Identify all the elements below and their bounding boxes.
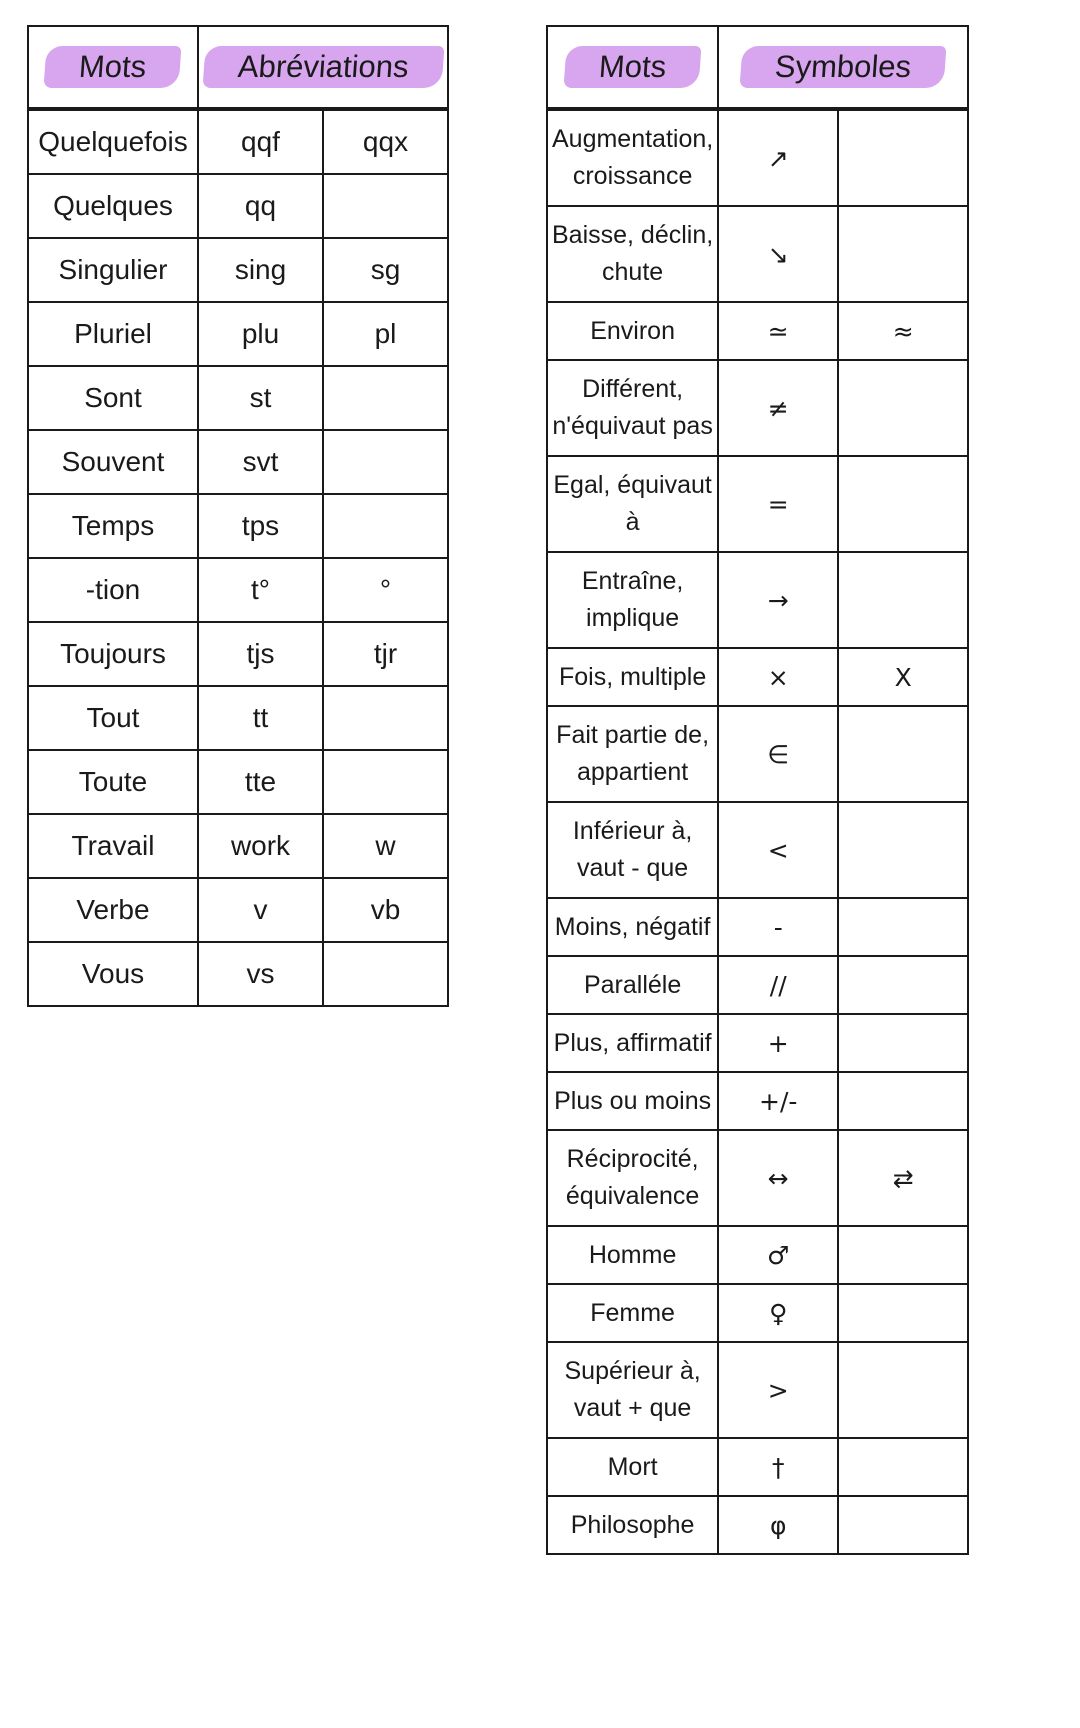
table-row [547,1130,968,1226]
symbol-cell [838,1072,968,1130]
word-cell: Mort [547,1438,718,1496]
symbol-cell: ↗ [718,109,838,206]
table-row [547,1226,968,1284]
table-row [28,109,448,174]
abbreviation-cell: tjs [198,622,323,686]
symbols-table [546,25,969,1555]
abbreviation-cell: tps [198,494,323,558]
symbol-cell: ↔ [718,1130,838,1226]
abbreviations-table [27,25,449,1007]
abbreviation-cell [323,174,448,238]
abbreviation-cell: svt [198,430,323,494]
word-cell: Homme [547,1226,718,1284]
word-cell: Différent, n'équivaut pas [547,360,718,456]
table-row [28,238,448,302]
abbreviation-cell: vb [323,878,448,942]
word-cell: Tout [28,686,198,750]
symbol-cell: X [838,648,968,706]
symbol-cell: ≃ [718,302,838,360]
word-cell: Plus ou moins [547,1072,718,1130]
symbols-header-row [547,26,968,109]
abbreviation-cell: v [198,878,323,942]
symbol-cell: // [718,956,838,1014]
word-cell: Fois, multiple [547,648,718,706]
symbol-cell: ♂ [718,1226,838,1284]
abbreviation-cell: tjr [323,622,448,686]
word-cell: -tion [28,558,198,622]
symbol-cell: + [718,1014,838,1072]
abbreviation-cell: qq [198,174,323,238]
table-row [547,1072,968,1130]
table-row [28,174,448,238]
symbol-cell [838,956,968,1014]
word-cell: Toujours [28,622,198,686]
abbreviation-cell: sing [198,238,323,302]
symbol-cell: φ [718,1496,838,1554]
word-cell: Vous [28,942,198,1006]
word-cell: Fait partie de, appartient [547,706,718,802]
word-cell: Environ [547,302,718,360]
word-cell: Verbe [28,878,198,942]
abbreviation-cell: plu [198,302,323,366]
word-cell: Singulier [28,238,198,302]
header-words-label: Mots [564,46,702,88]
word-cell: Sont [28,366,198,430]
word-cell: Moins, négatif [547,898,718,956]
symbol-cell [838,1226,968,1284]
abbreviation-cell [323,366,448,430]
symbol-cell [838,802,968,898]
abbreviation-cell: ° [323,558,448,622]
abbreviation-cell [323,494,448,558]
symbol-cell [838,1438,968,1496]
table-row [547,1342,968,1438]
abbreviation-cell: sg [323,238,448,302]
word-cell: Egal, équivaut à [547,456,718,552]
symbol-cell [838,456,968,552]
abbreviation-cell [323,942,448,1006]
symbol-cell [838,706,968,802]
symbol-cell: +/- [718,1072,838,1130]
table-row [28,558,448,622]
abbreviation-cell: tt [198,686,323,750]
table-row [547,302,968,360]
abbreviation-cell: t° [198,558,323,622]
word-cell: Augmentation, croissance [547,109,718,206]
symbol-cell [838,1284,968,1342]
table-row [28,686,448,750]
abbreviation-cell [323,430,448,494]
symbol-cell: = [718,456,838,552]
abbreviation-cell: st [198,366,323,430]
table-row [28,494,448,558]
word-cell: Entraîne, implique [547,552,718,648]
word-cell: Inférieur à, vaut - que [547,802,718,898]
table-row [28,942,448,1006]
symbol-cell [838,109,968,206]
header-words-label: Mots [44,46,182,88]
abbreviation-cell [323,750,448,814]
abbreviation-cell: pl [323,302,448,366]
table-row [28,366,448,430]
word-cell: Temps [28,494,198,558]
symbol-cell: ↘ [718,206,838,302]
symbol-cell: ♀ [718,1284,838,1342]
table-row [547,706,968,802]
table-row [547,1496,968,1554]
word-cell: Souvent [28,430,198,494]
table-row [28,430,448,494]
table-row [547,956,968,1014]
table-row [28,878,448,942]
word-cell: Travail [28,814,198,878]
symbol-cell: - [718,898,838,956]
word-cell: Paralléle [547,956,718,1014]
header-words-cell [547,26,718,109]
symbol-cell [838,898,968,956]
symbol-cell: ≈ [838,302,968,360]
table-row [28,302,448,366]
symbol-cell: ⇄ [838,1130,968,1226]
table-row [547,206,968,302]
header-symbols-cell [718,26,968,109]
table-row [547,802,968,898]
table-row [547,109,968,206]
word-cell: Plus, affirmatif [547,1014,718,1072]
symbol-cell [838,1342,968,1438]
abbreviation-cell: vs [198,942,323,1006]
symbol-cell: † [718,1438,838,1496]
abbreviation-cell: tte [198,750,323,814]
word-cell: Quelques [28,174,198,238]
table-row [28,814,448,878]
symbols-body [547,109,968,1554]
table-row [547,1014,968,1072]
table-row [547,1284,968,1342]
abbreviation-cell: qqx [323,109,448,174]
symbol-cell [838,360,968,456]
word-cell: Pluriel [28,302,198,366]
symbol-cell: ∈ [718,706,838,802]
abbreviation-cell: work [198,814,323,878]
word-cell: Philosophe [547,1496,718,1554]
symbol-cell [838,1014,968,1072]
abbreviations-body [28,109,448,1006]
table-row [28,622,448,686]
header-abbreviations-cell [198,26,448,109]
table-row [547,360,968,456]
table-row [547,552,968,648]
symbol-cell [838,1496,968,1554]
table-row [547,648,968,706]
symbol-cell: ≠ [718,360,838,456]
symbol-cell [838,206,968,302]
abbreviation-cell [323,686,448,750]
table-row [547,456,968,552]
word-cell: Toute [28,750,198,814]
word-cell: Femme [547,1284,718,1342]
symbol-cell: × [718,648,838,706]
symbol-cell [838,552,968,648]
abbreviation-cell: qqf [198,109,323,174]
abbreviations-header-row [28,26,448,109]
word-cell: Baisse, déclin, chute [547,206,718,302]
symbol-cell: > [718,1342,838,1438]
word-cell: Quelquefois [28,109,198,174]
table-row [28,750,448,814]
table-row [547,1438,968,1496]
word-cell: Réciprocité, équivalence [547,1130,718,1226]
word-cell: Supérieur à, vaut + que [547,1342,718,1438]
header-symbols-label: Symboles [740,46,947,88]
table-row [547,898,968,956]
header-words-cell [28,26,198,109]
header-abbreviations-label: Abréviations [202,46,444,88]
symbol-cell: → [718,552,838,648]
symbol-cell: < [718,802,838,898]
abbreviation-cell: w [323,814,448,878]
